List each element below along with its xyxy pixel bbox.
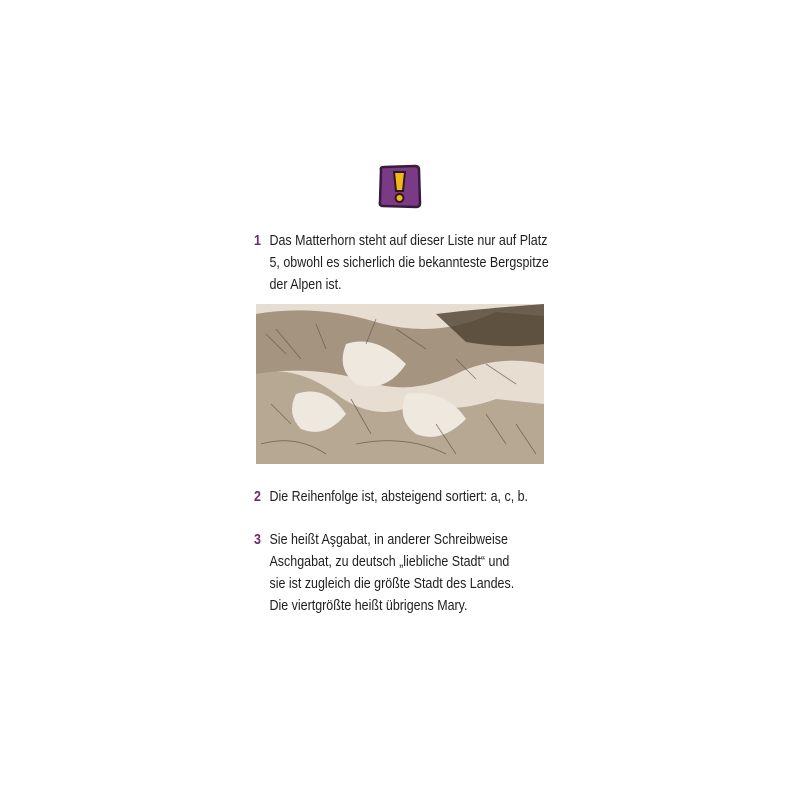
- exclamation-badge: [377, 164, 422, 209]
- item-text-line: der Alpen ist.: [269, 277, 342, 293]
- item-text-line: Die Reihenfolge ist, absteigend sortiert: a, c, b.: [269, 489, 529, 505]
- answer-item-1: [254, 230, 549, 296]
- answer-item-3: [254, 529, 515, 617]
- item-number: 1: [254, 233, 261, 249]
- item-text-line: Aschgabat, zu deutsch „liebliche Stadt“ und: [269, 554, 510, 570]
- item-text-line: Das Matterhorn steht auf dieser Liste nur auf Platz: [269, 233, 548, 249]
- item-text-line: Sie heißt Aşgabat, in anderer Schreibweise: [269, 532, 508, 548]
- item-number: 2: [254, 489, 261, 505]
- item-text-line: 5, obwohl es sicherlich die bekannteste Bergspitze: [269, 255, 549, 271]
- answer-item-2: [254, 486, 529, 508]
- exclamation-icon: [377, 164, 422, 209]
- item-number: 3: [254, 532, 261, 548]
- item-text-line: Die viertgrößte heißt übrigens Mary.: [269, 598, 468, 614]
- alpine-map-image: [256, 304, 544, 464]
- item-text-line: sie ist zugleich die größte Stadt des Landes.: [269, 576, 515, 592]
